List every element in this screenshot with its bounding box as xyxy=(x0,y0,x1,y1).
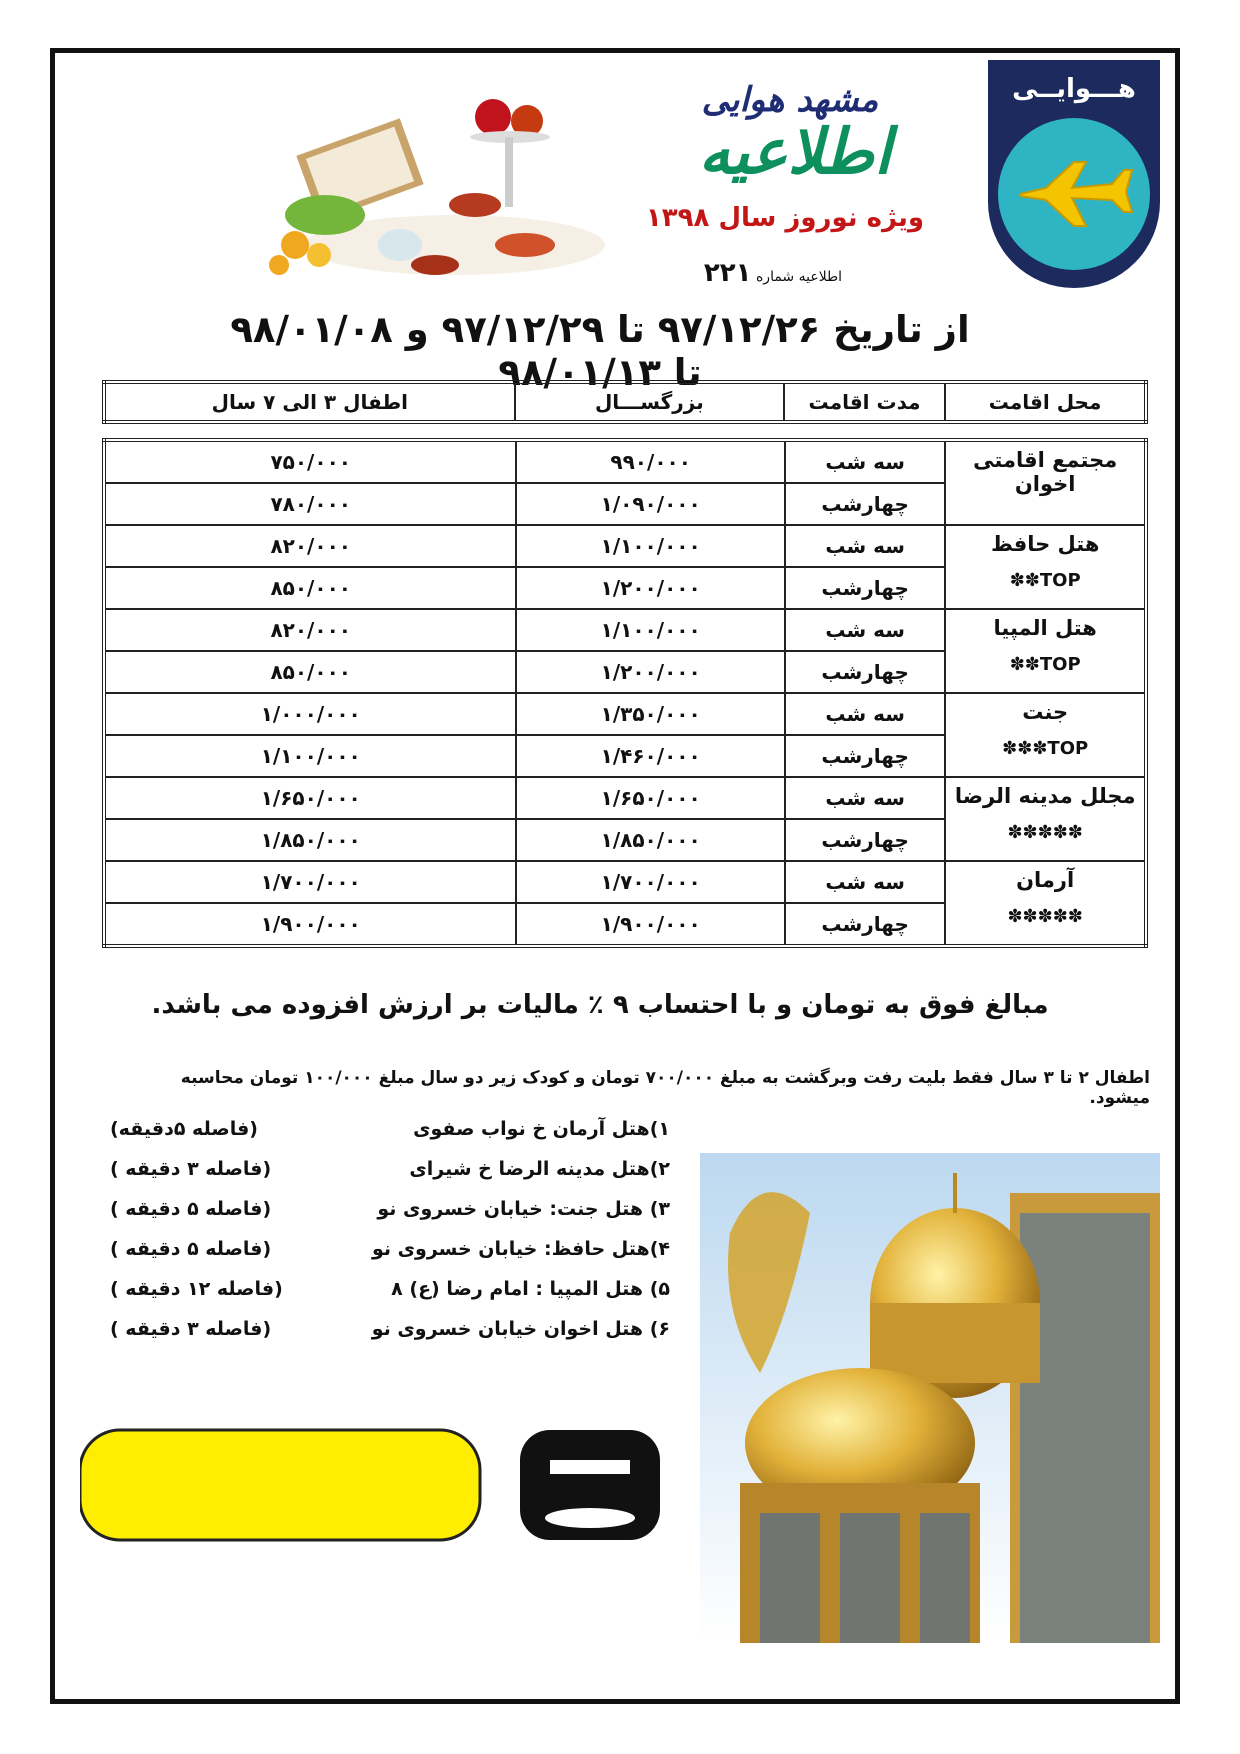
child-price: ۷۵۰/۰۰۰ xyxy=(104,440,516,483)
child-price: ۸۵۰/۰۰۰ xyxy=(104,651,516,693)
table-row xyxy=(104,609,1146,651)
child-price: ۸۵۰/۰۰۰ xyxy=(104,567,516,609)
duration-cell: چهارشب xyxy=(785,903,945,946)
table-row xyxy=(104,861,1146,903)
list-item xyxy=(110,1318,670,1358)
hotel-name: مجلل مدینه الرضا xyxy=(954,784,1136,808)
adult-price: ۱/۱۰۰/۰۰۰ xyxy=(516,609,784,651)
shrine-image xyxy=(700,1153,1160,1643)
date-range: از تاریخ ۹۷/۱۲/۲۶ تا ۹۷/۱۲/۲۹ و ۹۸/۰۱/۰۸ تا ۹۸/۰۱/۱۳ xyxy=(230,308,970,394)
logo-line-announcement: اطلاعیه xyxy=(698,115,892,188)
hotel-name: آرمان xyxy=(1016,868,1075,892)
table-row xyxy=(104,777,1146,819)
col-header-adult: بزرگســـال xyxy=(515,382,784,422)
hotel-name: هتل المپیا xyxy=(993,616,1097,640)
location-distance: (فاصله ۵دقیقه) xyxy=(110,1118,258,1140)
adult-price: ۱/۲۰۰/۰۰۰ xyxy=(516,651,784,693)
adult-price: ۱/۸۵۰/۰۰۰ xyxy=(516,819,784,861)
hotel-locations xyxy=(110,1118,670,1358)
hotel-cell xyxy=(945,693,1146,777)
khan-safar-logo xyxy=(80,1420,670,1550)
air-travel-badge xyxy=(988,60,1160,288)
badge-label: هـــوایــی xyxy=(1012,74,1136,104)
table-row xyxy=(104,440,1146,483)
haft-sin-illustration xyxy=(265,95,610,280)
child-price: ۷۸۰/۰۰۰ xyxy=(104,483,516,525)
duration-cell: چهارشب xyxy=(785,567,945,609)
duration-cell: سه شب xyxy=(785,609,945,651)
location-address: ۱)هتل آرمان خ نواب صفوی xyxy=(413,1118,670,1140)
children-fare-note: اطفال ۲ تا ۳ سال فقط بلیت رفت وبرگشت به مبلغ ۷۰۰/۰۰۰ تومان و کودک زیر دو سال مبلغ ۱۰۰/۰۰۰ تومان محاسبه میشود. xyxy=(180,1068,1150,1108)
location-address: ۵) هتل المپیا : امام رضا (ع) ۸ xyxy=(391,1278,670,1300)
adult-price: ۱/۷۰۰/۰۰۰ xyxy=(516,861,784,903)
child-price: ۱/۰۰۰/۰۰۰ xyxy=(104,693,516,735)
hotel-grade: TOP✽✽✽ xyxy=(1002,738,1089,759)
child-price: ۱/۷۰۰/۰۰۰ xyxy=(104,861,516,903)
child-price: ۱/۹۰۰/۰۰۰ xyxy=(104,903,516,946)
child-price: ۱/۶۵۰/۰۰۰ xyxy=(104,777,516,819)
duration-cell: سه شب xyxy=(785,693,945,735)
notice-value: ۲۲۱ xyxy=(703,258,752,288)
table-row xyxy=(104,525,1146,567)
list-item xyxy=(110,1238,670,1278)
child-price: ۸۲۰/۰۰۰ xyxy=(104,525,516,567)
duration-cell: سه شب xyxy=(785,861,945,903)
location-distance: (فاصله ۵ دقیقه ) xyxy=(110,1198,272,1220)
hotel-grade: TOP✽✽ xyxy=(1009,570,1081,591)
child-price: ۱/۱۰۰/۰۰۰ xyxy=(104,735,516,777)
adult-price: ۱/۹۰۰/۰۰۰ xyxy=(516,903,784,946)
duration-cell: چهارشب xyxy=(785,819,945,861)
hotel-cell xyxy=(945,777,1146,861)
location-distance: (فاصله ۳ دقیقه ) xyxy=(110,1158,272,1180)
nowruz-subtitle: ویژه نوروز سال ۱۳۹۸ xyxy=(645,203,925,233)
notice-label: اطلاعیه شماره xyxy=(755,269,843,285)
list-item xyxy=(110,1198,670,1238)
duration-cell: چهارشب xyxy=(785,483,945,525)
location-address: ۶) هتل اخوان خیابان خسروی نو xyxy=(371,1318,670,1340)
hotel-name: مجتمع اقامتی اخوان xyxy=(973,448,1118,496)
vat-note: مبالغ فوق به تومان و با احتساب ۹ ٪ مالیات بر ارزش افزوده می باشد. xyxy=(151,990,1049,1020)
airplane-icon xyxy=(1016,154,1134,234)
list-item xyxy=(110,1278,670,1318)
list-item xyxy=(110,1118,670,1158)
col-header-hotel: محل اقامت xyxy=(945,382,1146,422)
child-price: ۸۲۰/۰۰۰ xyxy=(104,609,516,651)
hotel-grade: TOP✽✽ xyxy=(1009,654,1081,675)
duration-cell: چهارشب xyxy=(785,651,945,693)
logo-line-mashhad: مشهد هوایی xyxy=(701,80,879,120)
hotel-cell xyxy=(945,440,1146,525)
location-address: ۴)هتل حافظ: خیابان خسروی نو xyxy=(371,1238,670,1260)
adult-price: ۱/۴۶۰/۰۰۰ xyxy=(516,735,784,777)
table-row xyxy=(104,693,1146,735)
location-distance: (فاصله ۳ دقیقه ) xyxy=(110,1318,272,1340)
hotel-cell xyxy=(945,609,1146,693)
badge-circle xyxy=(998,118,1150,270)
hotel-cell xyxy=(945,525,1146,609)
adult-price: ۱/۳۵۰/۰۰۰ xyxy=(516,693,784,735)
list-item xyxy=(110,1158,670,1198)
notice-number xyxy=(670,258,870,288)
hotel-name: هتل حافظ xyxy=(990,532,1100,556)
hotel-grade: ✽✽✽✽✽ xyxy=(1007,906,1083,927)
duration-cell: چهارشب xyxy=(785,735,945,777)
adult-price: ۹۹۰/۰۰۰ xyxy=(516,440,784,483)
hotel-grade: ✽✽✽✽✽ xyxy=(1007,822,1083,843)
child-price: ۱/۸۵۰/۰۰۰ xyxy=(104,819,516,861)
duration-cell: سه شب xyxy=(785,777,945,819)
adult-price: ۱/۶۵۰/۰۰۰ xyxy=(516,777,784,819)
location-distance: (فاصله ۵ دقیقه ) xyxy=(110,1238,272,1260)
duration-cell: سه شب xyxy=(785,525,945,567)
location-address: ۲)هتل مدینه الرضا خ شیرای xyxy=(409,1158,670,1180)
hotel-cell xyxy=(945,861,1146,946)
adult-price: ۱/۲۰۰/۰۰۰ xyxy=(516,567,784,609)
duration-cell: سه شب xyxy=(785,440,945,483)
price-table xyxy=(102,438,1148,948)
adult-price: ۱/۰۹۰/۰۰۰ xyxy=(516,483,784,525)
location-distance: (فاصله ۱۲ دقیقه ) xyxy=(110,1278,283,1300)
price-table-header xyxy=(102,380,1148,424)
adult-price: ۱/۱۰۰/۰۰۰ xyxy=(516,525,784,567)
location-address: ۳) هتل جنت: خیابان خسروی نو xyxy=(377,1198,670,1220)
col-header-duration: مدت اقامت xyxy=(784,382,945,422)
hotel-name: جنت xyxy=(1022,700,1069,724)
col-header-child: اطفال ۳ الی ۷ سال xyxy=(104,382,515,422)
